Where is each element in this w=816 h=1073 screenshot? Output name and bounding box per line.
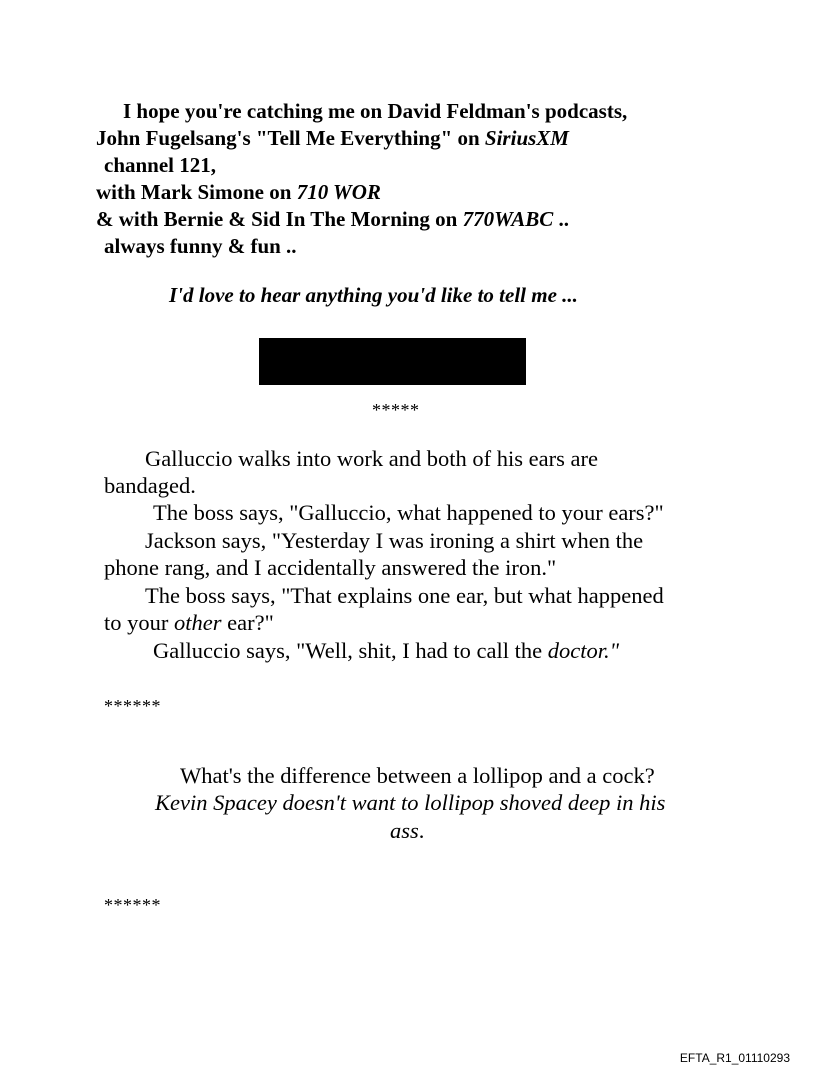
- intro-line-6: always funny & fun ..: [104, 234, 297, 258]
- separator-2: ******: [104, 696, 161, 716]
- intro-line-4: [96, 179, 381, 206]
- joke1-line-7-italic: other: [174, 610, 222, 635]
- invite-line: I'd love to hear anything you'd like to tell me ...: [169, 283, 578, 307]
- intro-line-1: I hope you're catching me on David Feldman's podcasts,: [123, 99, 628, 123]
- joke1-line-1: Galluccio walks into work and both of his ears are: [145, 446, 598, 471]
- document-id: EFTA_R1_01110293: [679, 1051, 790, 1065]
- intro-line-5: [96, 206, 569, 233]
- intro-line-2-text: John Fugelsang's "Tell Me Everything" on: [96, 126, 485, 150]
- joke2-answer-word: ass: [390, 818, 419, 843]
- joke1-line-4: Jackson says, "Yesterday I was ironing a shirt when the: [145, 528, 644, 553]
- separator-3: ******: [104, 895, 161, 915]
- joke2-question: What's the difference between a lollipop and a cock?: [180, 763, 655, 788]
- joke1-line-6: The boss says, "That explains one ear, but what happened: [145, 583, 664, 608]
- joke1-line-7-post: ear?": [221, 610, 274, 635]
- intro-line-2: [96, 125, 569, 152]
- intro-line-4-text: with Mark Simone on: [96, 180, 297, 204]
- joke1-line-8: [153, 637, 619, 664]
- intro-line-5-end: ..: [553, 207, 569, 231]
- redaction-box: [259, 338, 526, 385]
- wabc-text: 770WABC: [462, 207, 554, 231]
- wor-text: 710 WOR: [296, 180, 381, 204]
- intro-line-5-text: & with Bernie & Sid In The Morning on: [96, 207, 463, 231]
- joke1-line-8-italic: doctor.": [547, 638, 620, 663]
- joke2-answer-line-2: [390, 817, 424, 844]
- joke2-answer-period: .: [418, 818, 425, 843]
- joke1-line-3: The boss says, "Galluccio, what happened to your ears?": [153, 500, 664, 525]
- joke1-line-8-pre: Galluccio says, "Well, shit, I had to call the: [153, 638, 548, 663]
- joke1-line-2: bandaged.: [104, 473, 196, 498]
- siriusxm-text: SiriusXM: [484, 126, 569, 150]
- joke1-line-5: phone rang, and I accidentally answered the iron.": [104, 555, 557, 580]
- joke1-line-7-pre: to your: [104, 610, 174, 635]
- joke2-answer-line-1: Kevin Spacey doesn't want to lollipop shoved deep in his: [155, 790, 666, 815]
- joke1-line-7: [104, 609, 274, 636]
- intro-line-3: channel 121,: [104, 153, 217, 177]
- separator-1: *****: [372, 400, 420, 420]
